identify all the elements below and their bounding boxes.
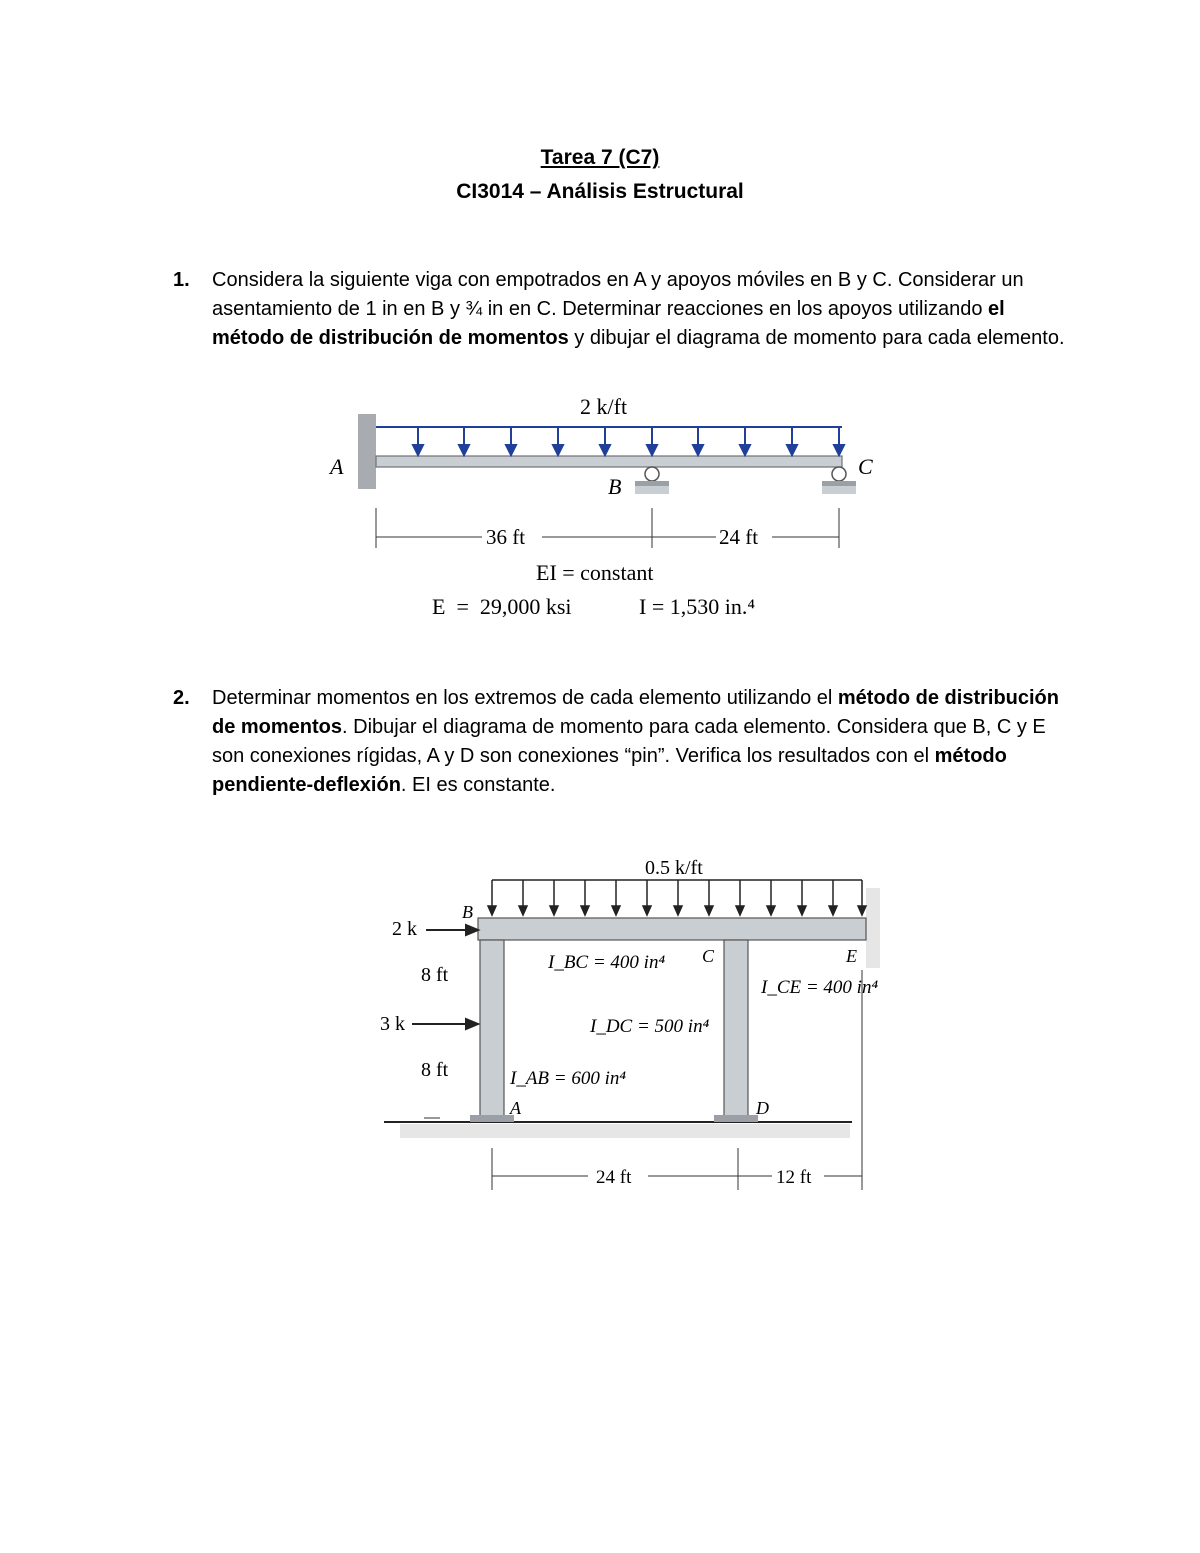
question-1-number: 1. xyxy=(173,269,190,291)
question-2-text: Determinar momentos en los extremos de cada elemento utilizando el método de distribución de momentos. Dibujar el diagrama de momento para cada elemento. Considera que B, C y E son conexiones rígidas, A y D son conexiones “pin”. Verifica los resultados con el método pendiente-deflexión. EI es constante. xyxy=(212,687,1059,796)
question-2-number: 2. xyxy=(173,687,190,709)
ground-hatch xyxy=(400,1124,850,1138)
label-b-2: B xyxy=(462,902,473,922)
load-label-1: 2 k/ft xyxy=(580,394,628,419)
height-top: 8 ft xyxy=(421,964,449,986)
label-c-2: C xyxy=(702,946,715,966)
pin-support-d xyxy=(714,1115,758,1122)
document-title: Tarea 7 (C7) xyxy=(540,146,660,169)
course-title: CI3014 – Análisis Estructural xyxy=(456,180,744,203)
span-36: 36 ft xyxy=(486,525,526,549)
ei-note: EI = constant xyxy=(536,560,654,585)
height-bottom: 8 ft xyxy=(421,1059,449,1081)
column-ab xyxy=(480,940,504,1118)
label-b-1: B xyxy=(608,474,622,499)
force-3k: 3 k xyxy=(380,1013,405,1035)
i-bc: I_BC = 400 in⁴ xyxy=(548,952,666,973)
load-arrows-2 xyxy=(488,880,866,915)
column-dc xyxy=(724,940,748,1118)
label-a-1: A xyxy=(330,454,344,479)
label-e-2: E xyxy=(846,946,857,966)
label-c-1: C xyxy=(858,454,873,479)
force-2k: 2 k xyxy=(392,918,417,940)
question-1-text: Considera la siguiente viga con empotrados en A y apoyos móviles en B y C. Considerar un asentamiento de 1 in en B y ¾ in en C. Determinar reacciones en los apoyos utilizando el método de distribución de momentos y dibujar el diagrama de momento para cada elemento. xyxy=(212,269,1065,349)
span-24-2: 24 ft xyxy=(596,1167,632,1188)
e-value: E = 29,000 ksi xyxy=(432,594,572,619)
wall-e xyxy=(866,888,880,968)
i-ce: I_CE = 400 in⁴ xyxy=(761,977,879,998)
label-d-2: D xyxy=(756,1098,769,1118)
beam-bce xyxy=(478,918,866,940)
label-a-2: A xyxy=(510,1098,521,1118)
span-24: 24 ft xyxy=(719,525,759,549)
load-label-2: 0.5 k/ft xyxy=(645,857,703,879)
i-ab: I_AB = 600 in⁴ xyxy=(510,1068,626,1089)
pin-support-a xyxy=(470,1115,514,1122)
i-value: I = 1,530 in.⁴ xyxy=(639,594,756,619)
span-12: 12 ft xyxy=(776,1167,812,1188)
i-dc: I_DC = 500 in⁴ xyxy=(590,1016,710,1037)
